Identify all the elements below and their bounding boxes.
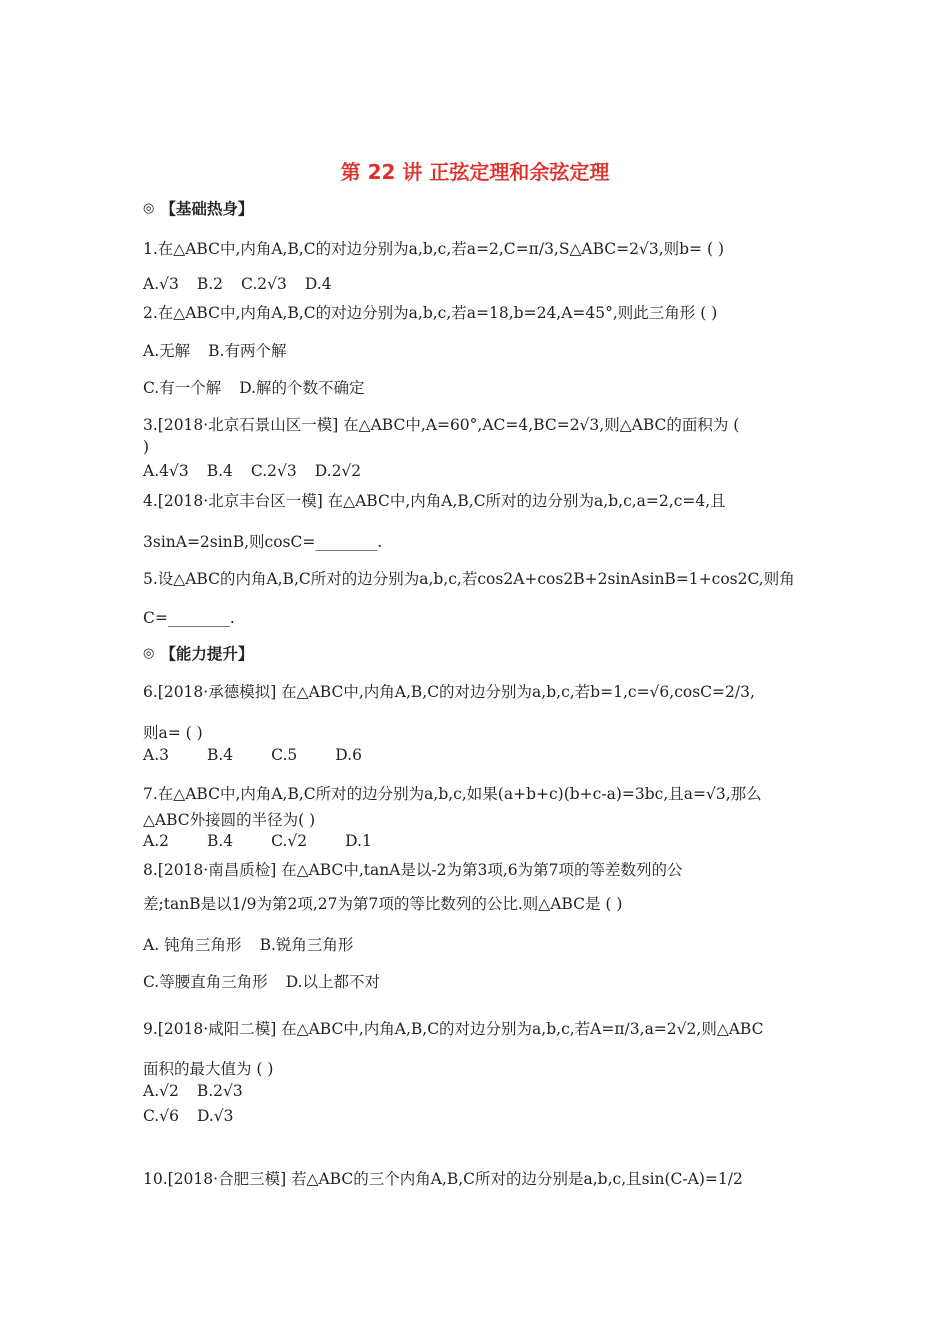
question-2-stem: 2.在△ABC中,内角A,B,C的对边分别为a,b,c,若a=18,b=24,A=45°,则此三角形 ( ) xyxy=(143,304,718,322)
choice-a: A.无解 xyxy=(143,342,191,360)
question-6-choices xyxy=(143,746,362,764)
question-1-choices xyxy=(143,275,332,293)
choice-c: C.等腰直角三角形 xyxy=(143,973,268,991)
question-4-stem: 4.[2018·北京丰台区一模] 在△ABC中,内角A,B,C所对的边分别为a,b,c,a=2,c=4,且 xyxy=(143,492,726,510)
choice-c: C.√6 xyxy=(143,1107,179,1125)
choice-b: B.4 xyxy=(206,462,233,480)
choice-d: D.解的个数不确定 xyxy=(239,379,365,397)
target-icon: ◎ xyxy=(143,200,155,216)
section-label: 【基础热身】 xyxy=(160,200,254,218)
choice-d: D.6 xyxy=(335,746,362,764)
question-2-choices-row2 xyxy=(143,376,365,398)
choice-c: C.√2 xyxy=(271,832,308,850)
choice-b: B.2 xyxy=(196,275,224,293)
question-5-stem: 5.设△ABC的内角A,B,C所对的边分别为a,b,c,若cos2A+cos2B+2sinAsinB=1+cos2C,则角 xyxy=(143,570,795,588)
question-1-stem: 1.在△ABC中,内角A,B,C的对边分别为a,b,c,若a=2,C=π/3,S△ABC=2√3,则b= ( ) xyxy=(143,240,724,258)
question-9-stem-cont: 面积的最大值为 ( ) xyxy=(143,1060,274,1078)
target-icon: ◎ xyxy=(143,645,155,661)
question-10-stem: 10.[2018·合肥三模] 若△ABC的三个内角A,B,C所对的边分别是a,b,c,且sin(C-A)=1/2 xyxy=(143,1170,743,1188)
choice-c: C.2√3 xyxy=(241,275,287,293)
choice-a: A.2 xyxy=(143,832,169,850)
choice-d: D.4 xyxy=(304,275,332,293)
choice-a: A.√2 xyxy=(143,1082,179,1100)
choice-b: B.锐角三角形 xyxy=(259,936,354,954)
question-5-stem-cont: C=________. xyxy=(143,609,235,627)
question-6-stem: 6.[2018·承德模拟] 在△ABC中,内角A,B,C的对边分别为a,b,c,若b=1,c=√6,cosC=2/3, xyxy=(143,683,755,701)
section-header-advanced xyxy=(143,642,253,664)
question-8-stem-cont: 差;tanB是以1/9为第2项,27为第7项的等比数列的公比.则△ABC是 ( ) xyxy=(143,895,623,913)
question-3-stem-cont: ) xyxy=(143,438,150,456)
choice-c: C.5 xyxy=(271,746,298,764)
section-label: 【能力提升】 xyxy=(160,645,254,663)
question-7-stem-cont: △ABC外接圆的半径为( ) xyxy=(143,811,316,829)
section-header-basic xyxy=(143,197,253,219)
choice-a: A.3 xyxy=(143,746,169,764)
choice-b: B.2√3 xyxy=(196,1082,243,1100)
question-3-stem: 3.[2018·北京石景山区一模] 在△ABC中,A=60°,AC=4,BC=2√3,则△ABC的面积为 ( xyxy=(143,416,740,434)
choice-c: C.2√3 xyxy=(250,462,297,480)
choice-d: D.√3 xyxy=(196,1107,234,1125)
question-9-choices-row2 xyxy=(143,1107,234,1125)
question-6-stem-cont: 则a= ( ) xyxy=(143,724,203,742)
choice-d: D.1 xyxy=(345,832,372,850)
choice-a: A.4√3 xyxy=(143,462,189,480)
question-8-stem: 8.[2018·南昌质检] 在△ABC中,tanA是以-2为第3项,6为第7项的等差数列的公 xyxy=(143,861,683,879)
choice-c: C.有一个解 xyxy=(143,379,222,397)
question-8-choices-row2 xyxy=(143,970,380,992)
question-9-choices-row1 xyxy=(143,1082,243,1100)
question-2-choices-row1 xyxy=(143,339,286,361)
choice-d: D.以上都不对 xyxy=(285,973,381,991)
choice-b: B.有两个解 xyxy=(208,342,287,360)
page-title: 第 22 讲 正弦定理和余弦定理 xyxy=(340,160,610,184)
choice-d: D.2√2 xyxy=(314,462,362,480)
choice-b: B.4 xyxy=(206,832,234,850)
question-7-stem: 7.在△ABC中,内角A,B,C所对的边分别为a,b,c,如果(a+b+c)(b+c-a)=3bc,且a=√3,那么 xyxy=(143,785,762,803)
question-8-choices-row1 xyxy=(143,933,353,955)
question-7-choices xyxy=(143,832,372,850)
question-4-stem-cont: 3sinA=2sinB,则cosC=________. xyxy=(143,533,383,551)
question-9-stem: 9.[2018·咸阳二模] 在△ABC中,内角A,B,C的对边分别为a,b,c,若A=π/3,a=2√2,则△ABC xyxy=(143,1020,764,1038)
question-3-choices xyxy=(143,462,361,480)
choice-a: A. 钝角三角形 xyxy=(143,936,242,954)
choice-a: A.√3 xyxy=(143,275,179,293)
choice-b: B.4 xyxy=(206,746,234,764)
